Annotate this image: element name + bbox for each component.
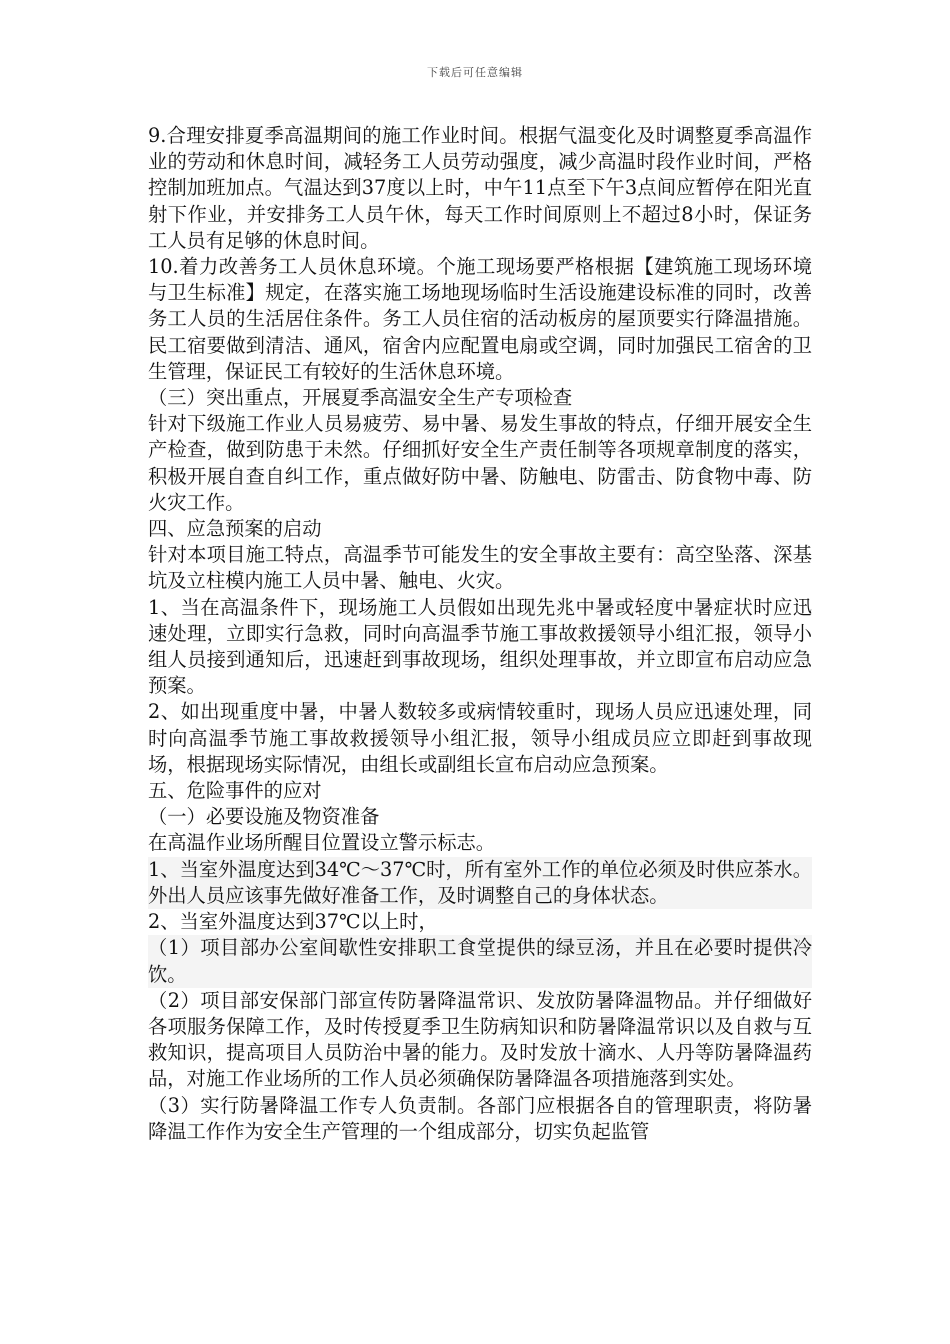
- paragraph-temp-34-37: 1、当室外温度达到34℃～37℃时，所有室外工作的单位必须及时供应茶水。外出人员应该事先做好准备工作，及时调整自己的身体状态。: [148, 857, 812, 909]
- paragraph-warning-signs: 在高温作业场所醒目位置设立警示标志。: [148, 831, 496, 855]
- paragraph-temp-above-37: 2、当室外温度达到37℃以上时，: [148, 910, 438, 934]
- paragraph-emergency-1: 1、当在高温条件下，现场施工人员假如出现先兆中暑或轻度中暑症状时应迅速处理，立即实行急救，同时向高温季节施工事故救援领导小组汇报，领导小组人员接到通知后，迅速赶到事故现场，组织处理事故，并立即宣布启动应急预案。: [148, 595, 812, 698]
- paragraph-inspection: 针对下级施工作业人员易疲劳、易中暑、易发生事故的特点，仔细开展安全生产检查，做到防患于未然。仔细抓好安全生产责任制等各项规章制度的落实，积极开展自查自纠工作，重点做好防中暑、防触电、防雷击、防食物中毒、防火灾工作。: [148, 412, 812, 514]
- paragraph-item-9: 9.合理安排夏季高温期间的施工作业时间。根据气温变化及时调整夏季高温作业的劳动和休息时间，减轻务工人员劳动强度，减少高温时段作业时间，严格控制加班加点。气温达到37度以上时，中午11点至下午3点间应暂停在阳光直射下作业，并安排务工人员午休，每天工作时间原则上不超过8小时，保证务工人员有足够的休息时间。: [148, 124, 812, 252]
- subsection-heading-supplies: （一）必要设施及物资准备: [148, 805, 380, 829]
- document-body: [148, 123, 812, 1145]
- section-heading-emergency-plan: 四、应急预案的启动: [148, 517, 322, 541]
- section-heading-inspection: （三）突出重点，开展夏季高温安全生产专项检查: [148, 386, 573, 410]
- paragraph-measure-3: （3）实行防暑降温工作专人负责制。各部门应根据各自的管理职责，将防暑降温工作作为安全生产管理的一个组成部分，切实负起监管: [148, 1093, 812, 1143]
- paragraph-item-10: 10.着力改善务工人员休息环境。个施工现场要严格根据【建筑施工现场环境与卫生标准】规定，在落实施工场地现场临时生活设施建设标准的同时，改善务工人员的生活居住条件。务工人员住宿的活动板房的屋顶要实行降温措施。民工宿要做到清洁、通风，宿舍内应配置电扇或空调，同时加强民工宿舍的卫生管理，保证民工有较好的生活休息环境。: [148, 255, 812, 383]
- paragraph-measure-1: （1）项目部办公室间歇性安排职工食堂提供的绿豆汤，并且在必要时提供冷饮。: [148, 935, 812, 987]
- paragraph-measure-2: （2）项目部安保部门部宣传防暑降温常识、发放防暑降温物品。并仔细做好各项服务保障工作，及时传授夏季卫生防病知识和防暑降温常识以及自救与互救知识，提高项目人员防治中暑的能力。及时发放十滴水、人丹等防暑降温药品，对施工作业场所的工作人员必须确保防暑降温各项措施落到实处。: [148, 988, 812, 1091]
- paragraph-accident-types: 针对本项目施工特点，高温季节可能发生的安全事故主要有：高空坠落、深基坑及立柱模内施工人员中暑、触电、火灾。: [148, 543, 812, 593]
- paragraph-emergency-2: 2、如出现重度中暑，中暑人数较多或病情较重时，现场人员应迅速处理，同时向高温季节施工事故救援领导小组汇报，领导小组成员应立即赶到事故现场，根据现场实际情况，由组长或副组长宣布启动应急预案。: [148, 700, 812, 776]
- section-heading-hazard-response: 五、危险事件的应对: [148, 779, 322, 803]
- page-header-note: 下载后可任意编辑: [427, 66, 523, 79]
